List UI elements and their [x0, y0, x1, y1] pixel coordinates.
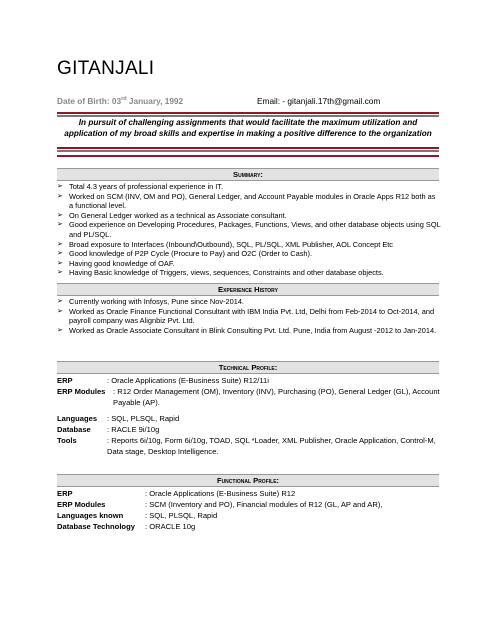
row-key: Languages [57, 414, 98, 423]
list-item: ➢ Good knowledge of P2P Cycle (Procure to Pay) and O2C (Order to Cash). [57, 249, 441, 259]
date-of-birth [57, 96, 183, 106]
list-item: ➢ On General Ledger worked as a technical as Associate consultant. [57, 211, 441, 221]
row-key: Languages known [57, 511, 124, 520]
dob-rest: January, 1992 [126, 96, 184, 106]
list-item: ➢ Total 4.3 years of professional experience in IT. [57, 182, 441, 192]
list-item: ➢ Worked on SCM (INV, OM and PO), General Ledger, and Account Payable modules in Oracle Apps R12 both as a functional level. [57, 192, 441, 211]
table-row [57, 386, 441, 408]
dob-suffix: rd [121, 96, 127, 103]
table-row [57, 499, 441, 510]
table-row [57, 424, 441, 435]
experience-heading: Experience History [57, 283, 439, 296]
summary-list [57, 182, 441, 278]
row-value: : SQL, PLSQL, Rapid [107, 414, 180, 423]
functional-profile-table [57, 488, 441, 532]
table-row [57, 435, 441, 457]
list-item: ➢ Good experience on Developing Procedures, Packages, Functions, Views, and other database objects using SQL and PL/SQL. [57, 220, 441, 239]
list-item: ➢ Having good knowledge of OAF. [57, 259, 441, 269]
row-value: : Oracle Applications (E-Business Suite) R12 [145, 489, 296, 498]
list-item: ➢ Broad exposure to Interfaces (Inbound\Outbound), SQL, PL/SQL, XML Publisher, AOL Concept Etc [57, 240, 441, 250]
table-row [57, 510, 441, 521]
dob-label: Date of Birth: 03 [57, 96, 122, 106]
technical-profile-table [57, 375, 441, 457]
list-item: ➢ Currently working with Infosys, Pune since Nov-2014. [57, 297, 441, 307]
row-value: : R12 Order Management (OM), Inventory (INV), Purchasing (PO), General Ledger (GL), Account Payable (AP). [113, 387, 440, 407]
list-item: ➢ Worked as Oracle Associate Consultant in Blink Consulting Pvt. Ltd. Pune, India from August -2012 to Jan-2014. [57, 326, 441, 336]
table-row [57, 521, 441, 532]
row-key: ERP Modules [57, 500, 106, 509]
divider [57, 112, 439, 114]
row-value: : RACLE 9i/10g [107, 425, 160, 434]
row-value: : SQL, PLSQL, Rapid [145, 511, 218, 520]
table-row [57, 488, 441, 499]
row-key: Tools [57, 436, 77, 445]
row-key: ERP [57, 489, 73, 498]
divider [57, 147, 439, 149]
row-value: : Reports 6i/10g, Form 6i/10g, TOAD, SQL *Loader, XML Publisher, Oracle Application, Control-M, Data stage, Desktop Intelligence. [107, 436, 436, 456]
list-item: ➢ Worked as Oracle Finance Functional Consultant with IBM India Pvt. Ltd, Delhi from Feb-2014 to Oct-2014, and payroll company was Alignbiz Pvt. Ltd. [57, 307, 441, 326]
row-key: ERP Modules [57, 387, 106, 396]
row-key: ERP [57, 376, 73, 385]
row-key: Database Technology [57, 522, 135, 531]
table-row [57, 375, 441, 386]
row-value: : Oracle Applications (E-Business Suite) R12/11i [107, 376, 269, 385]
divider [57, 150, 439, 152]
list-item: ➢ Having Basic knowledge of Triggers, views, sequences, Constraints and other database objects. [57, 268, 441, 278]
objective-statement: In pursuit of challenging assignments that would facilitate the maximum utilization and application of my broad skills and expertise in making a positive difference to the organization [64, 118, 432, 138]
candidate-name: GITANJALI [57, 58, 155, 79]
technical-heading: Technical Profile: [57, 361, 439, 374]
email: Email: - gitanjali.17th@gmail.com [257, 96, 381, 106]
experience-list [57, 297, 441, 335]
row-key: Database [57, 425, 91, 434]
row-value: : SCM (Inventory and PO), Financial modules of R12 (GL, AP and AR), [145, 500, 383, 509]
functional-heading: Functional Profile: [57, 474, 439, 487]
divider [57, 155, 439, 157]
table-row [57, 413, 441, 424]
row-value: : ORACLE 10g [145, 522, 196, 531]
summary-heading: Summary: [57, 168, 439, 181]
